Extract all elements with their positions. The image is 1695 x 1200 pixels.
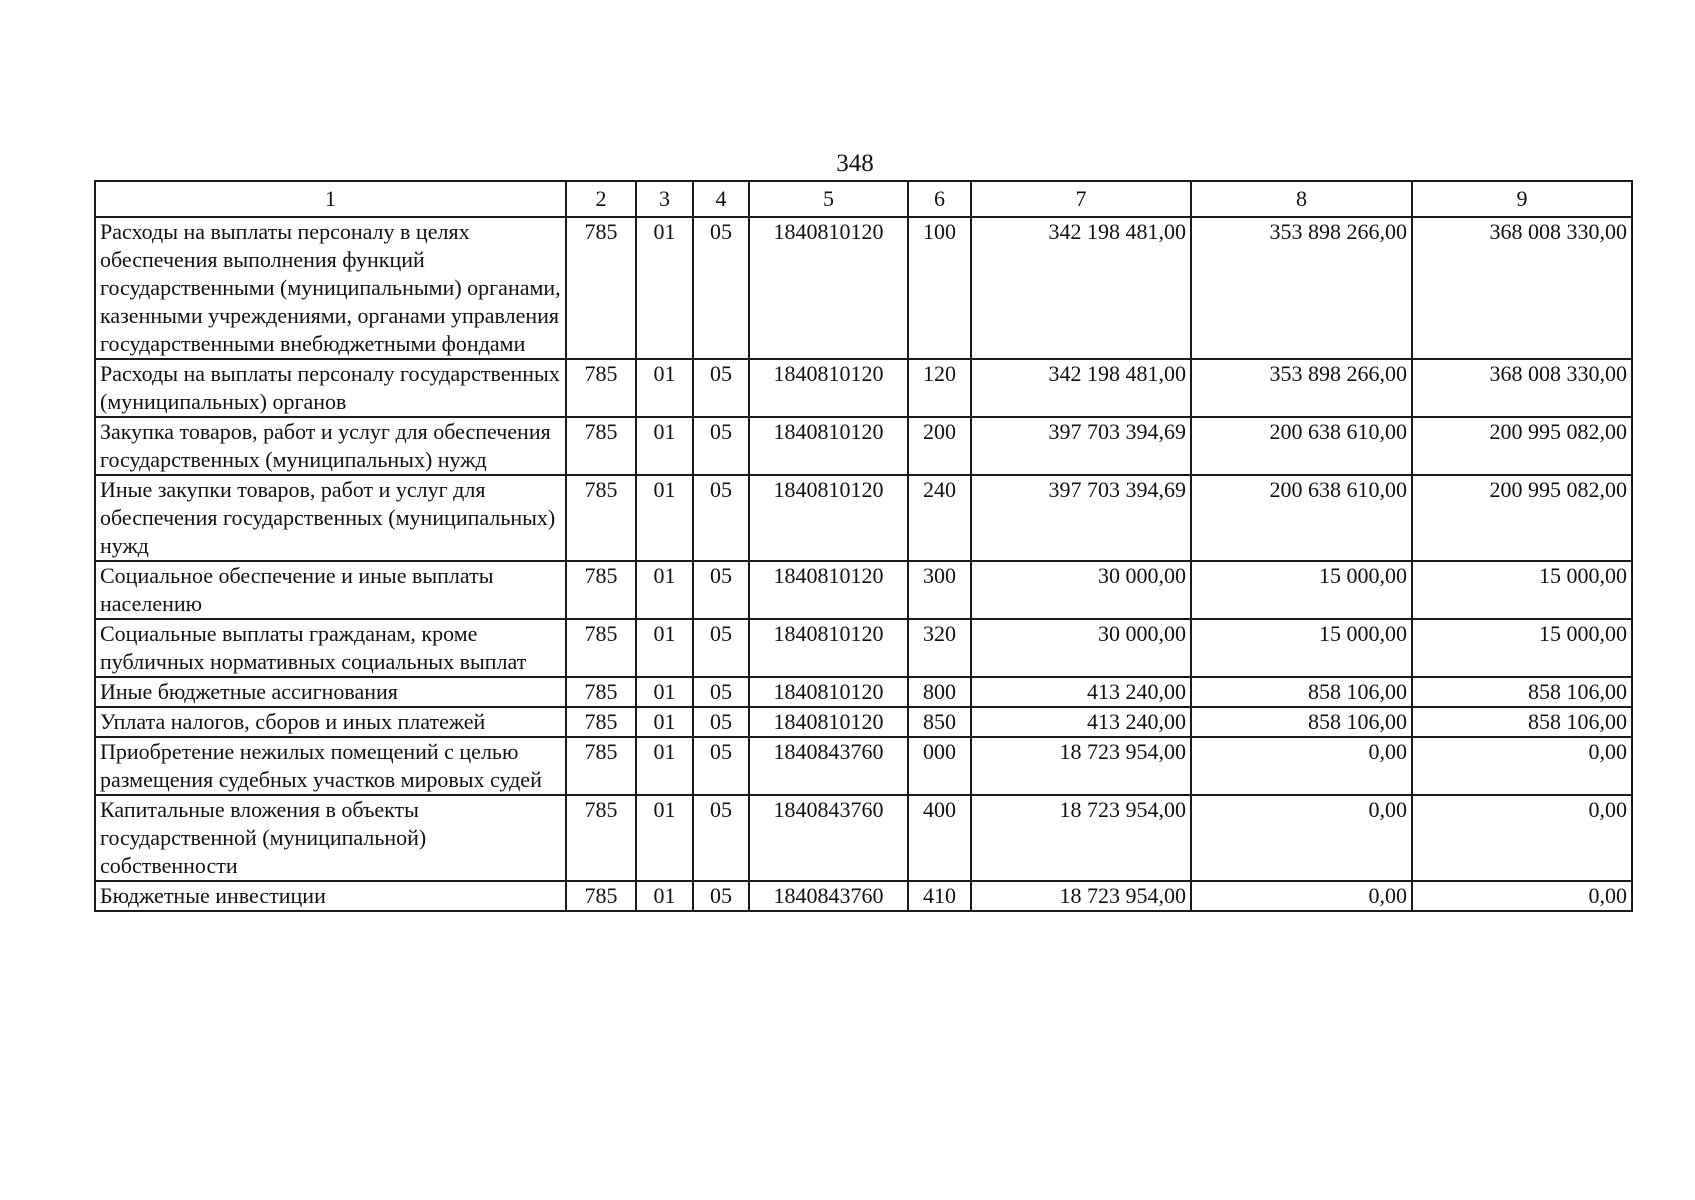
- row-col-3: 01: [636, 677, 693, 707]
- row-amount-9: 0,00: [1412, 795, 1632, 881]
- row-amount-7: 413 240,00: [971, 707, 1191, 737]
- row-amount-9: 15 000,00: [1412, 619, 1632, 677]
- row-col-2: 785: [566, 881, 636, 911]
- row-col-3: 01: [636, 707, 693, 737]
- row-col-6: 320: [908, 619, 971, 677]
- row-amount-9: 200 995 082,00: [1412, 417, 1632, 475]
- row-col-2: 785: [566, 737, 636, 795]
- row-amount-9: 0,00: [1412, 881, 1632, 911]
- row-amount-7: 18 723 954,00: [971, 881, 1191, 911]
- col-header-1: 1: [95, 181, 566, 217]
- row-col-5: 1840810120: [749, 217, 908, 359]
- row-col-5: 1840843760: [749, 881, 908, 911]
- row-amount-8: 0,00: [1191, 737, 1412, 795]
- budget-table: [94, 180, 1633, 912]
- row-col-4: 05: [693, 359, 749, 417]
- row-description: Капитальные вложения в объекты государственной (муниципальной) собственности: [95, 795, 566, 881]
- table-row: [95, 795, 1632, 881]
- col-header-6: 6: [908, 181, 971, 217]
- row-col-3: 01: [636, 217, 693, 359]
- col-header-9: 9: [1412, 181, 1632, 217]
- table-row: [95, 677, 1632, 707]
- col-header-2: 2: [566, 181, 636, 217]
- row-amount-7: 18 723 954,00: [971, 795, 1191, 881]
- row-amount-8: 200 638 610,00: [1191, 417, 1412, 475]
- row-col-2: 785: [566, 475, 636, 561]
- row-col-3: 01: [636, 737, 693, 795]
- row-col-4: 05: [693, 707, 749, 737]
- row-description: Расходы на выплаты персоналу в целях обеспечения выполнения функций государственными (муниципальными) органами, казенными учреждениями, органами управления государственными внебюджетными фондами: [95, 217, 566, 359]
- row-amount-7: 342 198 481,00: [971, 217, 1191, 359]
- row-col-5: 1840843760: [749, 795, 908, 881]
- row-col-4: 05: [693, 795, 749, 881]
- page-number: 348: [836, 150, 874, 177]
- row-amount-9: 858 106,00: [1412, 707, 1632, 737]
- row-col-3: 01: [636, 359, 693, 417]
- row-amount-8: 15 000,00: [1191, 619, 1412, 677]
- table-row: [95, 217, 1632, 359]
- row-description: Социальное обеспечение и иные выплаты населению: [95, 561, 566, 619]
- row-amount-7: 30 000,00: [971, 561, 1191, 619]
- row-col-3: 01: [636, 417, 693, 475]
- row-col-4: 05: [693, 677, 749, 707]
- row-col-2: 785: [566, 707, 636, 737]
- row-amount-8: 200 638 610,00: [1191, 475, 1412, 561]
- row-amount-7: 397 703 394,69: [971, 475, 1191, 561]
- row-description: Приобретение нежилых помещений с целью размещения судебных участков мировых судей: [95, 737, 566, 795]
- row-col-2: 785: [566, 359, 636, 417]
- row-col-4: 05: [693, 217, 749, 359]
- row-amount-7: 18 723 954,00: [971, 737, 1191, 795]
- row-description: Расходы на выплаты персоналу государственных (муниципальных) органов: [95, 359, 566, 417]
- row-col-5: 1840810120: [749, 561, 908, 619]
- row-amount-8: 858 106,00: [1191, 707, 1412, 737]
- row-amount-9: 0,00: [1412, 737, 1632, 795]
- header-row: [95, 181, 1632, 217]
- row-col-6: 850: [908, 707, 971, 737]
- table-row: [95, 737, 1632, 795]
- row-col-3: 01: [636, 619, 693, 677]
- row-col-2: 785: [566, 795, 636, 881]
- table-row: [95, 707, 1632, 737]
- row-amount-7: 342 198 481,00: [971, 359, 1191, 417]
- row-amount-8: 15 000,00: [1191, 561, 1412, 619]
- row-amount-8: 858 106,00: [1191, 677, 1412, 707]
- row-col-3: 01: [636, 881, 693, 911]
- row-col-4: 05: [693, 737, 749, 795]
- row-col-2: 785: [566, 417, 636, 475]
- row-col-6: 200: [908, 417, 971, 475]
- row-col-2: 785: [566, 677, 636, 707]
- row-col-2: 785: [566, 561, 636, 619]
- row-col-2: 785: [566, 217, 636, 359]
- row-col-4: 05: [693, 619, 749, 677]
- row-col-2: 785: [566, 619, 636, 677]
- row-col-5: 1840810120: [749, 707, 908, 737]
- row-col-3: 01: [636, 475, 693, 561]
- row-col-5: 1840810120: [749, 619, 908, 677]
- row-description: Иные закупки товаров, работ и услуг для обеспечения государственных (муниципальных) нужд: [95, 475, 566, 561]
- row-description: Уплата налогов, сборов и иных платежей: [95, 707, 566, 737]
- row-amount-9: 368 008 330,00: [1412, 359, 1632, 417]
- row-amount-7: 30 000,00: [971, 619, 1191, 677]
- row-col-6: 000: [908, 737, 971, 795]
- row-col-4: 05: [693, 475, 749, 561]
- row-col-6: 120: [908, 359, 971, 417]
- row-amount-7: 397 703 394,69: [971, 417, 1191, 475]
- row-col-4: 05: [693, 561, 749, 619]
- row-col-5: 1840810120: [749, 417, 908, 475]
- row-col-3: 01: [636, 795, 693, 881]
- row-amount-9: 858 106,00: [1412, 677, 1632, 707]
- row-description: Закупка товаров, работ и услуг для обеспечения государственных (муниципальных) нужд: [95, 417, 566, 475]
- col-header-3: 3: [636, 181, 693, 217]
- row-amount-8: 353 898 266,00: [1191, 217, 1412, 359]
- row-col-4: 05: [693, 881, 749, 911]
- row-col-5: 1840810120: [749, 475, 908, 561]
- table-row: [95, 359, 1632, 417]
- row-description: Социальные выплаты гражданам, кроме публичных нормативных социальных выплат: [95, 619, 566, 677]
- row-col-6: 800: [908, 677, 971, 707]
- row-description: Иные бюджетные ассигнования: [95, 677, 566, 707]
- row-description: Бюджетные инвестиции: [95, 881, 566, 911]
- row-col-5: 1840810120: [749, 677, 908, 707]
- row-amount-9: 200 995 082,00: [1412, 475, 1632, 561]
- row-col-6: 410: [908, 881, 971, 911]
- col-header-5: 5: [749, 181, 908, 217]
- row-col-5: 1840810120: [749, 359, 908, 417]
- row-col-6: 100: [908, 217, 971, 359]
- table-row: [95, 417, 1632, 475]
- col-header-8: 8: [1191, 181, 1412, 217]
- row-col-6: 400: [908, 795, 971, 881]
- row-col-4: 05: [693, 417, 749, 475]
- row-amount-9: 15 000,00: [1412, 561, 1632, 619]
- col-header-7: 7: [971, 181, 1191, 217]
- table-row: [95, 475, 1632, 561]
- table-row: [95, 619, 1632, 677]
- row-col-5: 1840843760: [749, 737, 908, 795]
- row-amount-7: 413 240,00: [971, 677, 1191, 707]
- row-amount-9: 368 008 330,00: [1412, 217, 1632, 359]
- col-header-4: 4: [693, 181, 749, 217]
- table-row: [95, 561, 1632, 619]
- table-row: [95, 881, 1632, 911]
- row-amount-8: 0,00: [1191, 881, 1412, 911]
- row-col-6: 240: [908, 475, 971, 561]
- row-col-3: 01: [636, 561, 693, 619]
- row-amount-8: 0,00: [1191, 795, 1412, 881]
- row-amount-8: 353 898 266,00: [1191, 359, 1412, 417]
- row-col-6: 300: [908, 561, 971, 619]
